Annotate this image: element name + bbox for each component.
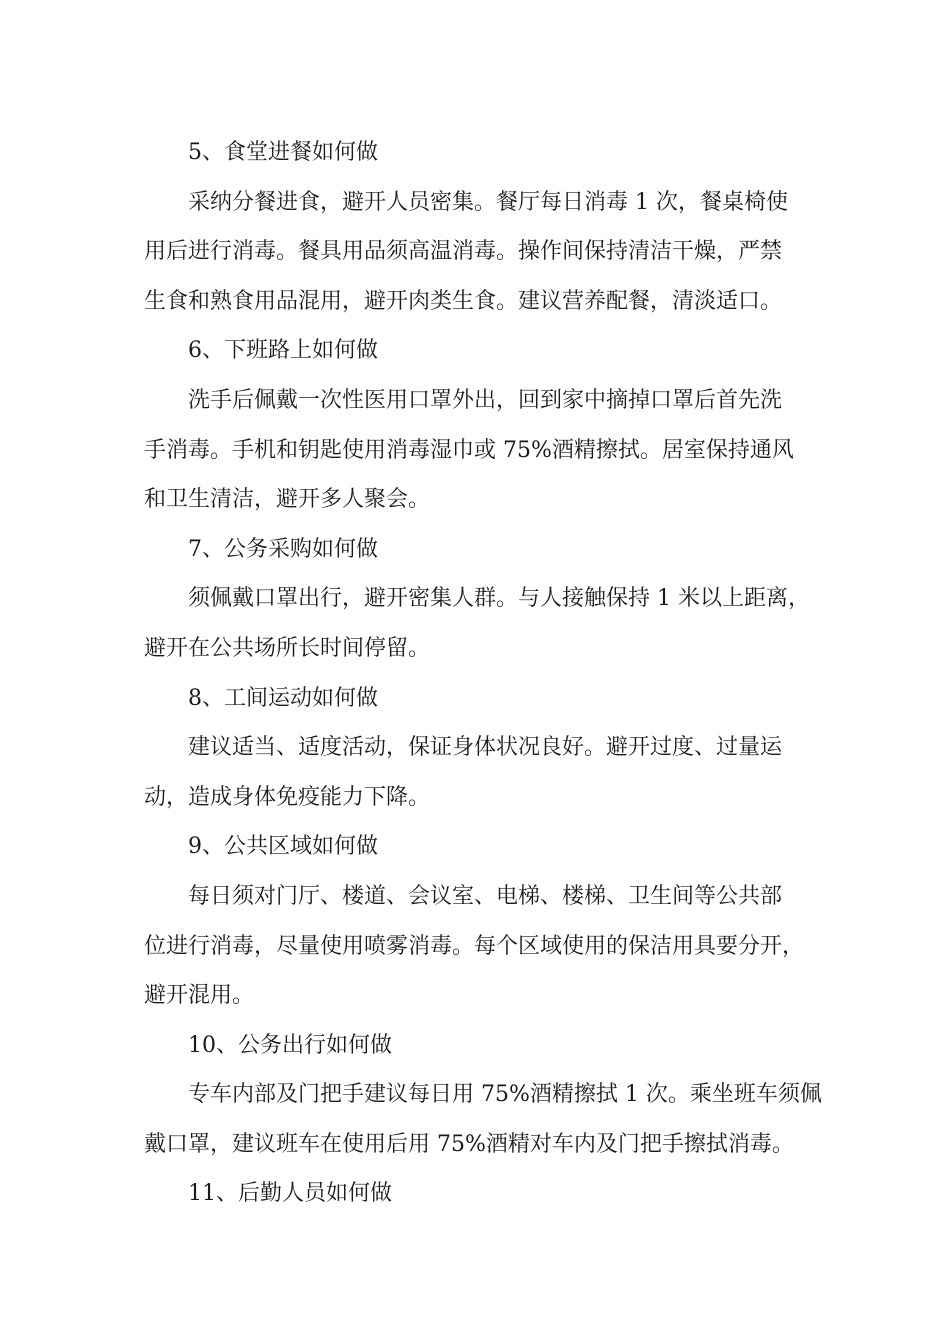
paragraph-line: 采纳分餐进食，避开人员密集。餐厅每日消毒 1 次，餐桌椅使 xyxy=(188,189,788,215)
paragraph-line: 动，造成身体免疫能力下降。 xyxy=(144,784,431,810)
paragraph-line: 生食和熟食用品混用，避开肉类生食。建议营养配餐，清淡适口。 xyxy=(144,288,783,314)
paragraph-line: 位进行消毒，尽量使用喷雾消毒。每个区域使用的保洁用具要分开， xyxy=(144,933,805,959)
section-heading: 5、食堂进餐如何做 xyxy=(188,140,378,165)
paragraph-line: 用后进行消毒。餐具用品须高温消毒。操作间保持清洁干燥，严禁 xyxy=(144,239,783,265)
paragraph-line: 专车内部及门把手建议每日用 75%酒精擦拭 1 次。乘坐班车须佩 xyxy=(188,1082,822,1108)
section-heading: 8、工间运动如何做 xyxy=(188,685,378,711)
section-heading: 9、公共区域如何做 xyxy=(188,834,378,860)
paragraph-line: 须佩戴口罩出行，避开密集人群。与人接触保持 1 米以上距离， xyxy=(188,586,810,612)
paragraph-line: 避开在公共场所长时间停留。 xyxy=(144,635,431,661)
paragraph-line: 建议适当、适度活动，保证身体状况良好。避开过度、过量运 xyxy=(188,735,783,761)
paragraph-line: 和卫生清洁，避开多人聚会。 xyxy=(144,487,431,513)
section-heading: 7、公务采购如何做 xyxy=(188,536,378,562)
section-heading: 10、公务出行如何做 xyxy=(188,1032,392,1058)
paragraph-line: 避开混用。 xyxy=(144,983,255,1009)
paragraph-line: 每日须对门厅、楼道、会议室、电梯、楼梯、卫生间等公共部 xyxy=(188,883,783,909)
paragraph-line: 戴口罩，建议班车在使用后用 75%酒精对车内及门把手擦拭消毒。 xyxy=(144,1131,794,1157)
paragraph-line: 洗手后佩戴一次性医用口罩外出，回到家中摘掉口罩后首先洗 xyxy=(188,387,783,413)
section-heading: 6、下班路上如何做 xyxy=(188,338,378,364)
paragraph-line: 手消毒。手机和钥匙使用消毒湿巾或 75%酒精擦拭。居室保持通风 xyxy=(144,437,794,463)
section-heading: 11、后勤人员如何做 xyxy=(188,1181,392,1207)
document-body xyxy=(144,128,834,1219)
